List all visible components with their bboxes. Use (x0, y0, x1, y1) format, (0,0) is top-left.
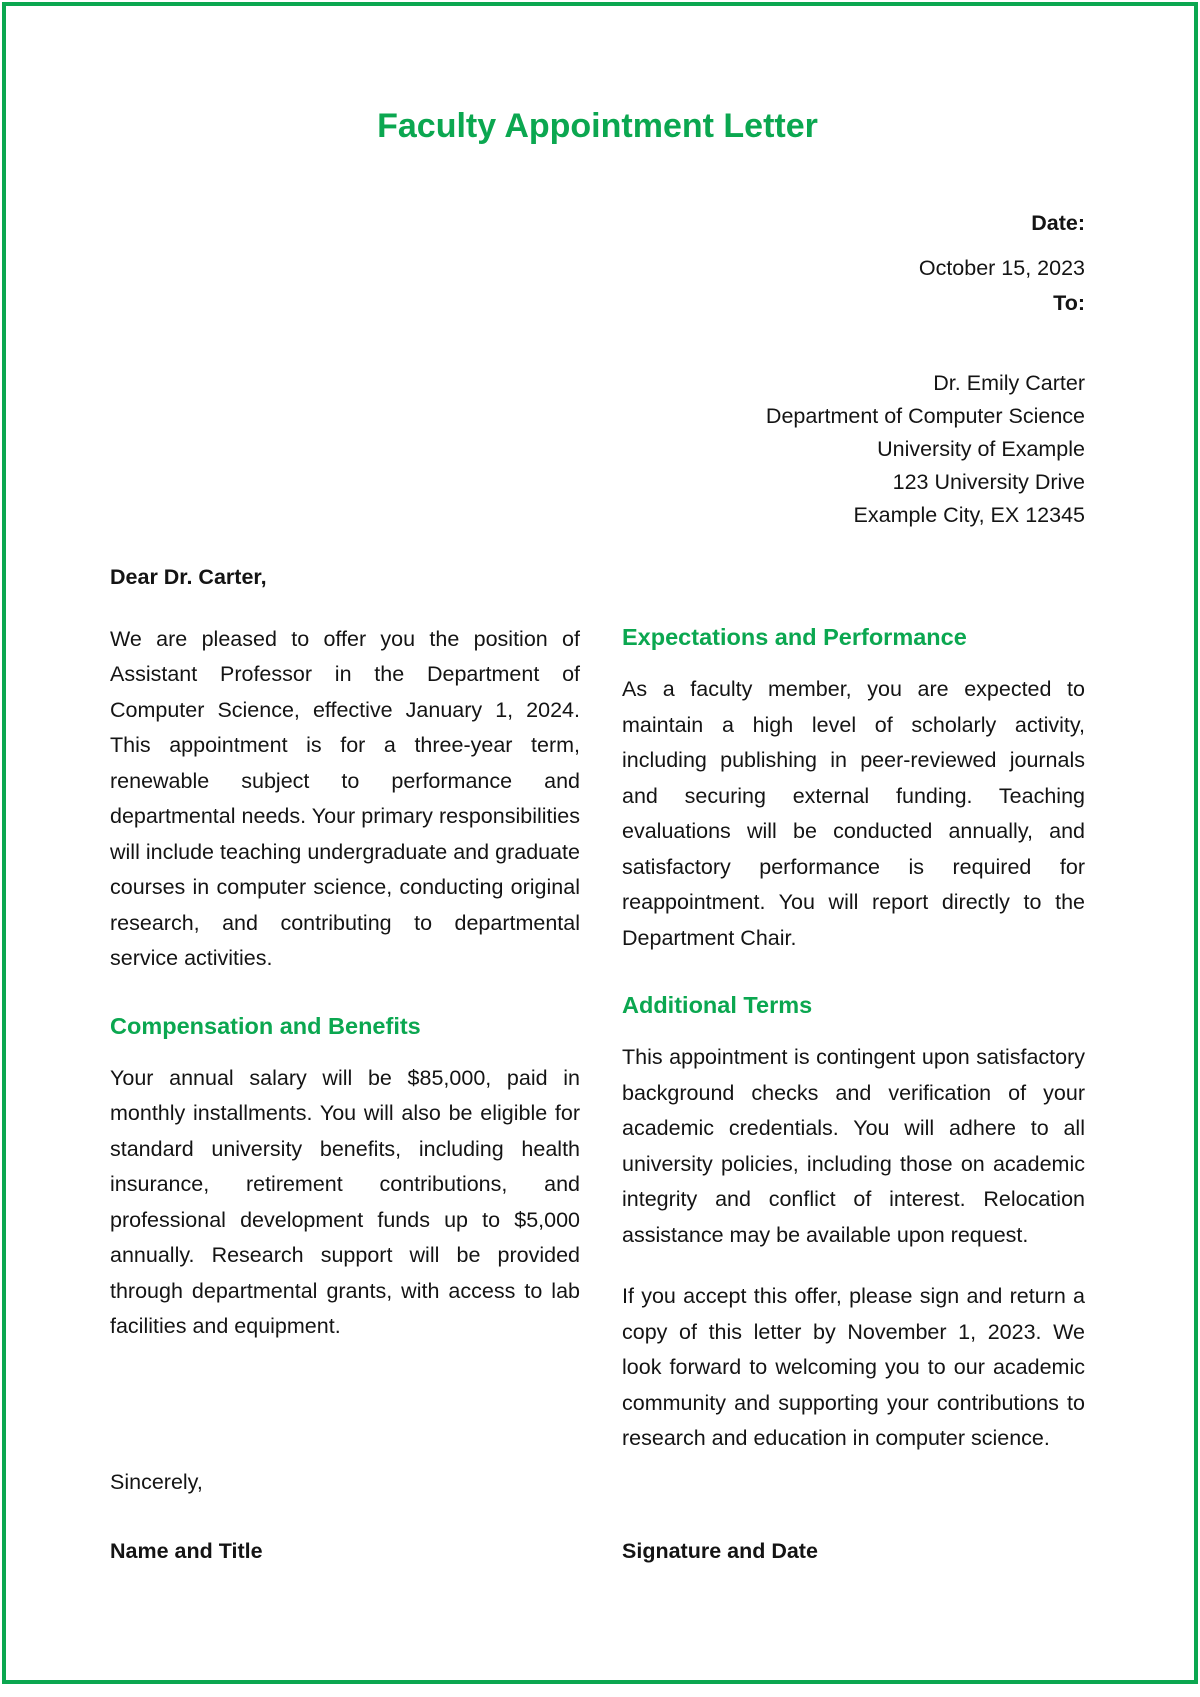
name-and-title-label: Name and Title (110, 1539, 263, 1563)
additional-terms-paragraph: This appointment is contingent upon satisfactory background checks and verification of your academic credentials. You will adhere to all university policies, including those on academic integrity and conflict of interest. Relocation assistance may be available upon request. (622, 1045, 1085, 1247)
additional-terms-heading: Additional Terms (622, 992, 813, 1018)
recipient-university: University of Example (877, 437, 1085, 461)
letter-meta-block (110, 206, 1085, 321)
intro-paragraph: We are pleased to offer you the position of Assistant Professor in the Department of Computer Science, effective January 1, 2024. This appointment is for a three-year term, renewable subject to performance and departmental needs. Your primary responsibilities will include teaching undergraduate and graduate courses in computer science, conducting original research, and contributing to departmental service activities. (110, 626, 580, 970)
expectations-heading: Expectations and Performance (622, 624, 967, 650)
left-column (110, 560, 580, 1457)
expectations-paragraph: As a faculty member, you are expected to maintain a high level of scholarly activity, including publishing in peer-reviewed journals and securing external funding. Teaching evaluations will be conducted annually, and satisfactory performance is required for reappointment. You will report directly to the Department Chair. (622, 677, 1085, 950)
recipient-city: Example City, EX 12345 (853, 503, 1085, 527)
letter-body-columns (110, 560, 1085, 1457)
recipient-street: 123 University Drive (892, 470, 1085, 494)
recipient-name: Dr. Emily Carter (933, 371, 1085, 395)
compensation-heading: Compensation and Benefits (110, 1012, 421, 1039)
salutation: Dear Dr. Carter, (110, 565, 267, 589)
closing-salutation: Sincerely, (110, 1469, 203, 1494)
signature-and-date-label: Signature and Date (622, 1539, 818, 1563)
date-label: Date: (1031, 211, 1085, 235)
recipient-address-block (110, 367, 1085, 532)
compensation-paragraph: Your annual salary will be $85,000, paid in monthly installments. You will also be eligible for standard university benefits, including health insurance, retirement contributions, and professional development funds up to $5,000 annually. Research support will be provided through departmental grants, with access to lab facilities and equipment. (110, 1065, 580, 1338)
letter-title: Faculty Appointment Letter (377, 107, 818, 145)
to-label: To: (1053, 291, 1085, 315)
letter-page (2, 2, 1198, 1684)
signature-row (110, 1536, 1085, 1566)
right-column (622, 560, 1085, 1457)
acceptance-paragraph: If you accept this offer, please sign and return a copy of this letter by November 1, 2023. We look forward to welcoming you to our academic community and supporting your contributions to research and education in computer science. (622, 1284, 1085, 1450)
recipient-department: Department of Computer Science (765, 404, 1085, 428)
date-value: October 15, 2023 (918, 256, 1085, 280)
